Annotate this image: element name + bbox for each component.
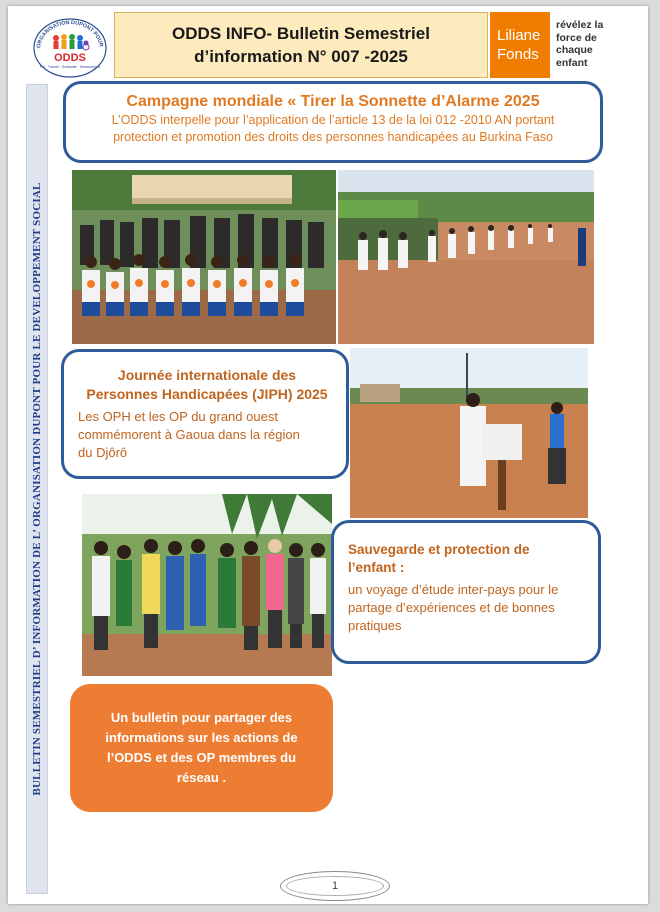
photo-children-group [72, 170, 336, 344]
sauvegarde-line2: partage d’expériences et de bonnes [348, 600, 555, 615]
jiph-box [61, 349, 349, 479]
campaign-title: Campagne mondiale « Tirer la Sonnette d’Alarme 2025 [126, 93, 540, 110]
odds-logo-ring-text: ORGANISATION DUPONT POUR [36, 19, 104, 49]
liliane-tagline-line4: enfant [556, 56, 588, 69]
sauvegarde-title-line1: Sauvegarde et protection de [348, 542, 530, 557]
sauvegarde-box [331, 520, 601, 664]
liliane-tagline-line3: chaque [556, 44, 593, 56]
campaign-line2: protection et promotion des droits des personnes handicapées au Burkina Faso [113, 130, 553, 144]
page-number-badge [280, 871, 390, 901]
liliane-tagline-line2: force de [556, 31, 597, 44]
jiph-line3: du Djôrô [78, 445, 128, 460]
campaign-box [63, 81, 603, 163]
header-title-box [114, 12, 488, 78]
sauvegarde-title-line2: l’enfant : [348, 560, 405, 575]
sauvegarde-line1: un voyage d’étude inter-pays pour le [348, 582, 559, 597]
jiph-line2: commémorent à Gaoua dans la région [78, 427, 300, 442]
sauvegarde-line3: pratiques [348, 618, 402, 633]
header-title-line2: d’information N° 007 -2025 [194, 47, 408, 66]
odds-logo-name: ODDS [54, 52, 86, 64]
liliane-fonds-logo [490, 12, 550, 78]
odds-logo [30, 16, 110, 78]
campaign-line1: L’ODDS interpelle pour l’application de l’article 13 de la loi 012 -2010 AN portant [111, 113, 555, 127]
bulletin-callout [70, 684, 333, 812]
header-title-line1: ODDS INFO- Bulletin Semestriel [172, 24, 430, 43]
bulletin-text: Un bulletin pour partager des informations sur les actions de l’ODDS et des OP membres du réseau . [105, 710, 298, 785]
liliane-logo-line2: Fonds [497, 46, 539, 63]
liliane-tagline-line1: révélez la [556, 19, 604, 31]
jiph-title-line2: Personnes Handicapées (JIPH) 2025 [86, 386, 328, 402]
odds-logo-motto: Foi · Travail · Solidarité · Dévouement [39, 65, 101, 69]
sidebar-title: BULLETIN SEMESTRIEL D’ INFORMATION DE L’ ORGANISATION DUPONT POUR LE DEVELOPPEMENT SOCIAL [31, 182, 43, 796]
photo-adult-group [82, 494, 332, 676]
photo-parade [338, 170, 594, 344]
vertical-sidebar [26, 84, 48, 894]
page-number: 1 [331, 880, 339, 892]
liliane-tagline [556, 19, 612, 69]
liliane-logo-line1: Liliane [497, 27, 541, 44]
document-page [8, 6, 648, 904]
photo-speaker [350, 348, 588, 518]
jiph-title-line1: Journée internationale des [117, 367, 297, 383]
jiph-line1: Les OPH et les OP du grand ouest [78, 409, 278, 424]
